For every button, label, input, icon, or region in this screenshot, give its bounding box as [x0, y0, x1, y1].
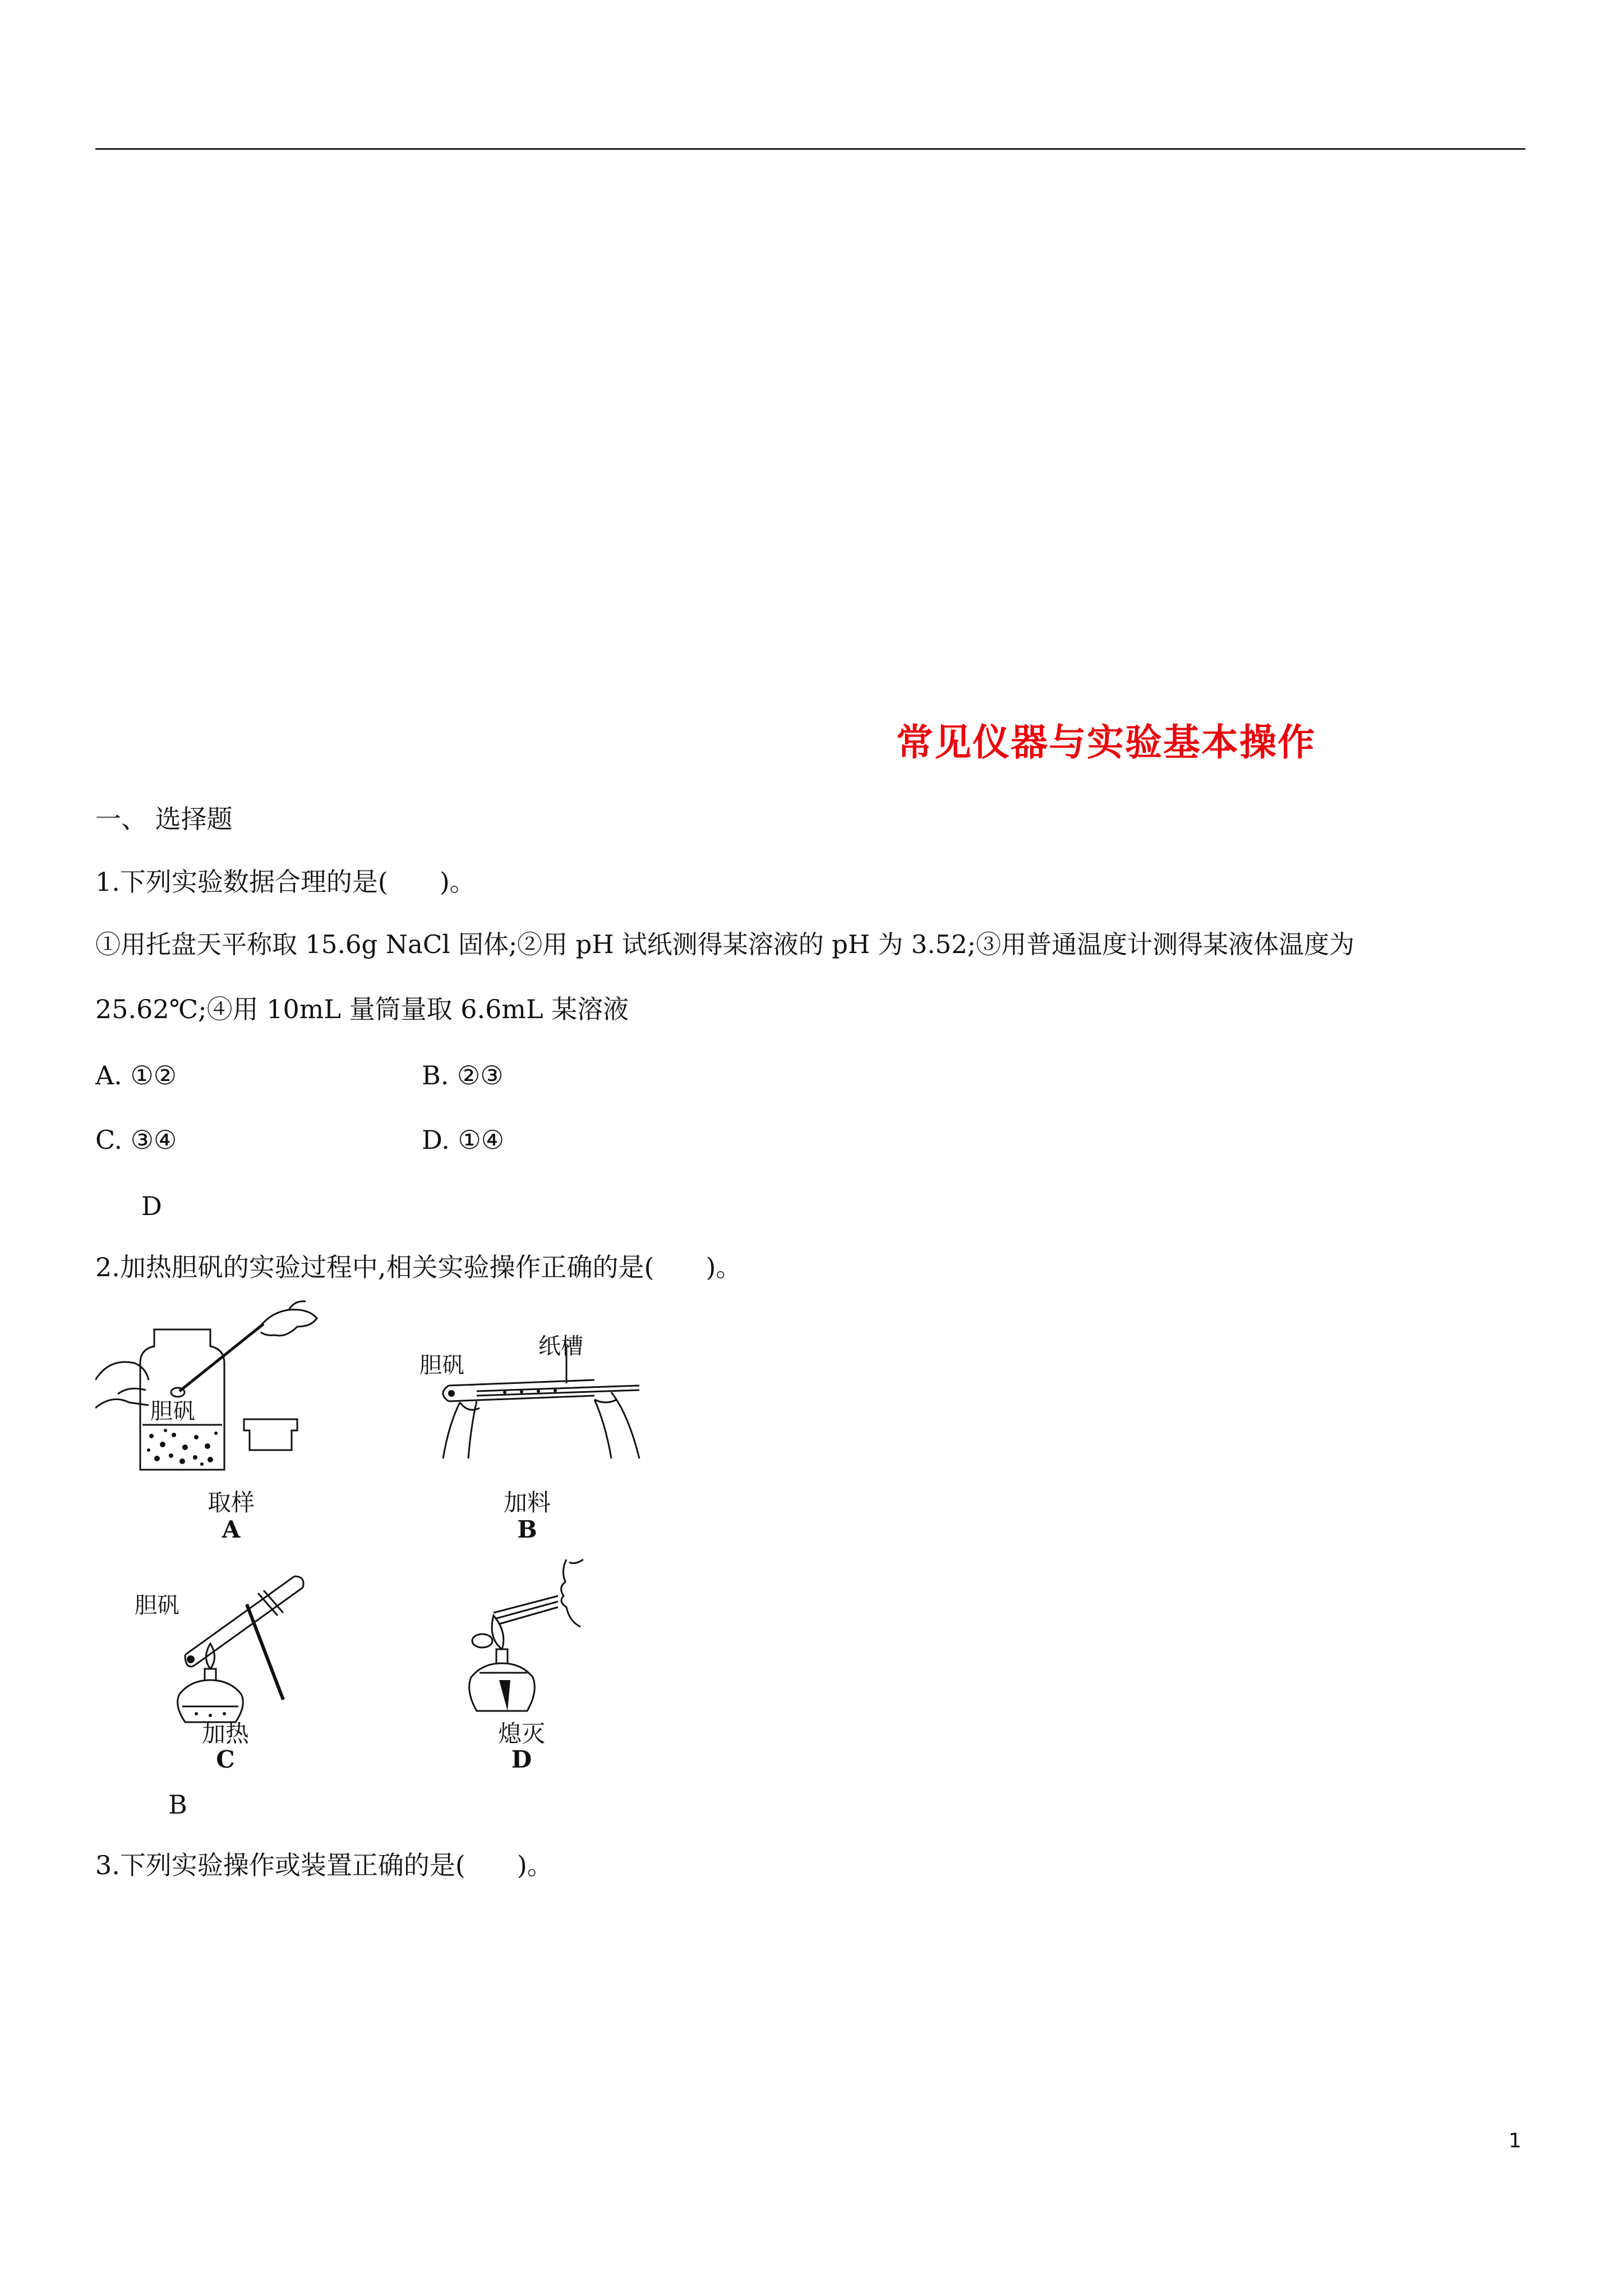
page-number: 1 — [1509, 2129, 1521, 2152]
q1-body-line1: ①用托盘天平称取 15.6g NaCl 固体;②用 pH 试纸测得某溶液的 pH 为 3.52;③用普通温度计测得某液体温度为 — [95, 930, 1355, 959]
figure-a-caption: 取样 — [207, 1489, 255, 1516]
figure-a-sampling — [95, 1296, 331, 1481]
figure-c-caption: 加热 — [201, 1720, 249, 1747]
q1-option-d: D. ①④ — [422, 1125, 504, 1155]
figure-b-label-2: 纸槽 — [538, 1333, 583, 1359]
q2-answer: B — [168, 1789, 187, 1820]
page-title: 常见仪器与实验基本操作 — [896, 720, 1316, 764]
q3-stem: 3.下列实验操作或装置正确的是( )。 — [95, 1850, 553, 1880]
q1-option-a: A. ①② — [95, 1060, 177, 1091]
figure-c-letter: C — [216, 1746, 235, 1773]
figure-d-extinguish — [454, 1548, 611, 1717]
figure-c-heating — [151, 1559, 353, 1728]
q1-option-b: B. ②③ — [422, 1060, 504, 1091]
q1-option-c: C. ③④ — [95, 1125, 177, 1155]
figure-b-label-1: 胆矾 — [419, 1352, 464, 1378]
figure-c-label-1: 胆矾 — [135, 1593, 179, 1618]
q1-answer: D — [141, 1191, 162, 1221]
figure-b-letter: B — [517, 1516, 537, 1543]
q1-body-line2: 25.62℃;④用 10mL 量筒量取 6.6mL 某溶液 — [95, 994, 629, 1024]
section-heading: 一、 选择题 — [95, 804, 233, 834]
figure-a-letter: A — [222, 1516, 241, 1543]
figure-d-caption: 熄灭 — [497, 1720, 545, 1747]
figure-b-caption: 加料 — [503, 1489, 551, 1516]
figure-d-letter: D — [511, 1746, 532, 1773]
q2-stem: 2.加热胆矾的实验过程中,相关实验操作正确的是( )。 — [95, 1252, 742, 1282]
figure-a-bottle-label: 胆矾 — [150, 1398, 195, 1424]
header-rule — [95, 148, 1525, 150]
q1-stem: 1.下列实验数据合理的是( )。 — [95, 867, 476, 897]
